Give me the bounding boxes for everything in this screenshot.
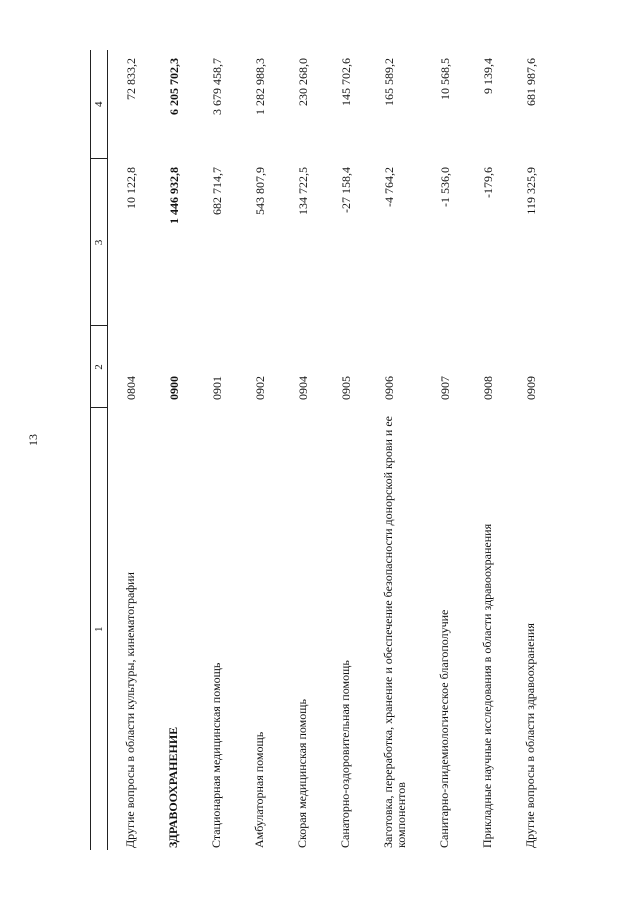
row-value-col3: -1 536,0 [437, 167, 452, 207]
row-name: Прикладные научные исследования в области здравоохранения [479, 523, 494, 848]
row-value-col3: 1 446 932,8 [166, 167, 181, 224]
row-value-col4: 681 987,6 [523, 58, 538, 106]
row-value-col3: 134 722,5 [295, 167, 310, 215]
table-body [108, 50, 551, 850]
row-name: Другие вопросы в области здравоохранения [522, 623, 537, 848]
header-col-3: 3 [91, 159, 108, 326]
row-name: Санитарно-эпидемиологическое благополучие [436, 609, 451, 848]
table-row [323, 50, 366, 850]
table-row [280, 50, 323, 850]
table-row [366, 50, 422, 850]
budget-table [90, 50, 551, 850]
row-value-col4: 72 833,2 [124, 58, 138, 100]
budget-table-sheet [90, 50, 630, 850]
row-name: Амбулаторная помощь [251, 731, 266, 848]
row-code: 0904 [295, 376, 310, 400]
table-row [422, 50, 465, 850]
row-name: Заготовка, переработка, хранение и обеспечение безопасности донорской крови и ее компонентов [380, 415, 408, 848]
row-value-col4: 145 702,6 [338, 58, 353, 106]
row-name: Стационарная медицинская помощь [208, 662, 223, 848]
header-col-4: 4 [91, 50, 108, 159]
row-code: 0804 [124, 376, 138, 400]
row-value-col3: -4 764,2 [381, 167, 396, 207]
row-value-col4: 1 282 988,3 [252, 58, 267, 115]
row-value-col4: 165 589,2 [381, 58, 396, 106]
row-value-col3: -179,6 [480, 167, 495, 198]
row-value-col3: -27 158,4 [338, 167, 353, 213]
row-code: 0905 [338, 376, 353, 400]
row-value-col4: 6 205 702,3 [166, 58, 181, 115]
header-col-1: 1 [91, 408, 108, 850]
row-code: 0900 [166, 376, 181, 400]
table-row [108, 50, 151, 850]
table-row [508, 50, 551, 850]
row-value-col3: 682 714,7 [209, 167, 224, 215]
row-code: 0909 [523, 376, 538, 400]
page-number: 13 [26, 434, 40, 446]
row-name: Другие вопросы в области культуры, кинематографии [123, 572, 137, 848]
header-row [91, 50, 108, 850]
row-name: ЗДРАВООХРАНЕНИЕ [165, 726, 180, 848]
table-row [465, 50, 508, 850]
table-row [237, 50, 280, 850]
row-code: 0902 [252, 376, 267, 400]
row-name: Санаторно-оздоровительная помощь [337, 660, 352, 848]
row-code: 0907 [437, 376, 452, 400]
row-value-col4: 230 268,0 [295, 58, 310, 106]
table-row [194, 50, 237, 850]
row-code: 0901 [209, 376, 224, 400]
row-value-col4: 3 679 458,7 [209, 58, 224, 115]
table-row [151, 50, 194, 850]
row-value-col3: 10 122,8 [124, 167, 138, 209]
row-name: Скорая медицинская помощь [294, 699, 309, 848]
row-value-col3: 119 325,9 [523, 167, 538, 215]
row-value-col3: 543 807,9 [252, 167, 267, 215]
row-value-col4: 9 139,4 [480, 58, 495, 94]
row-code: 0906 [381, 376, 396, 400]
row-code: 0908 [480, 376, 495, 400]
header-col-2: 2 [91, 326, 108, 408]
row-value-col4: 10 568,5 [437, 58, 452, 100]
